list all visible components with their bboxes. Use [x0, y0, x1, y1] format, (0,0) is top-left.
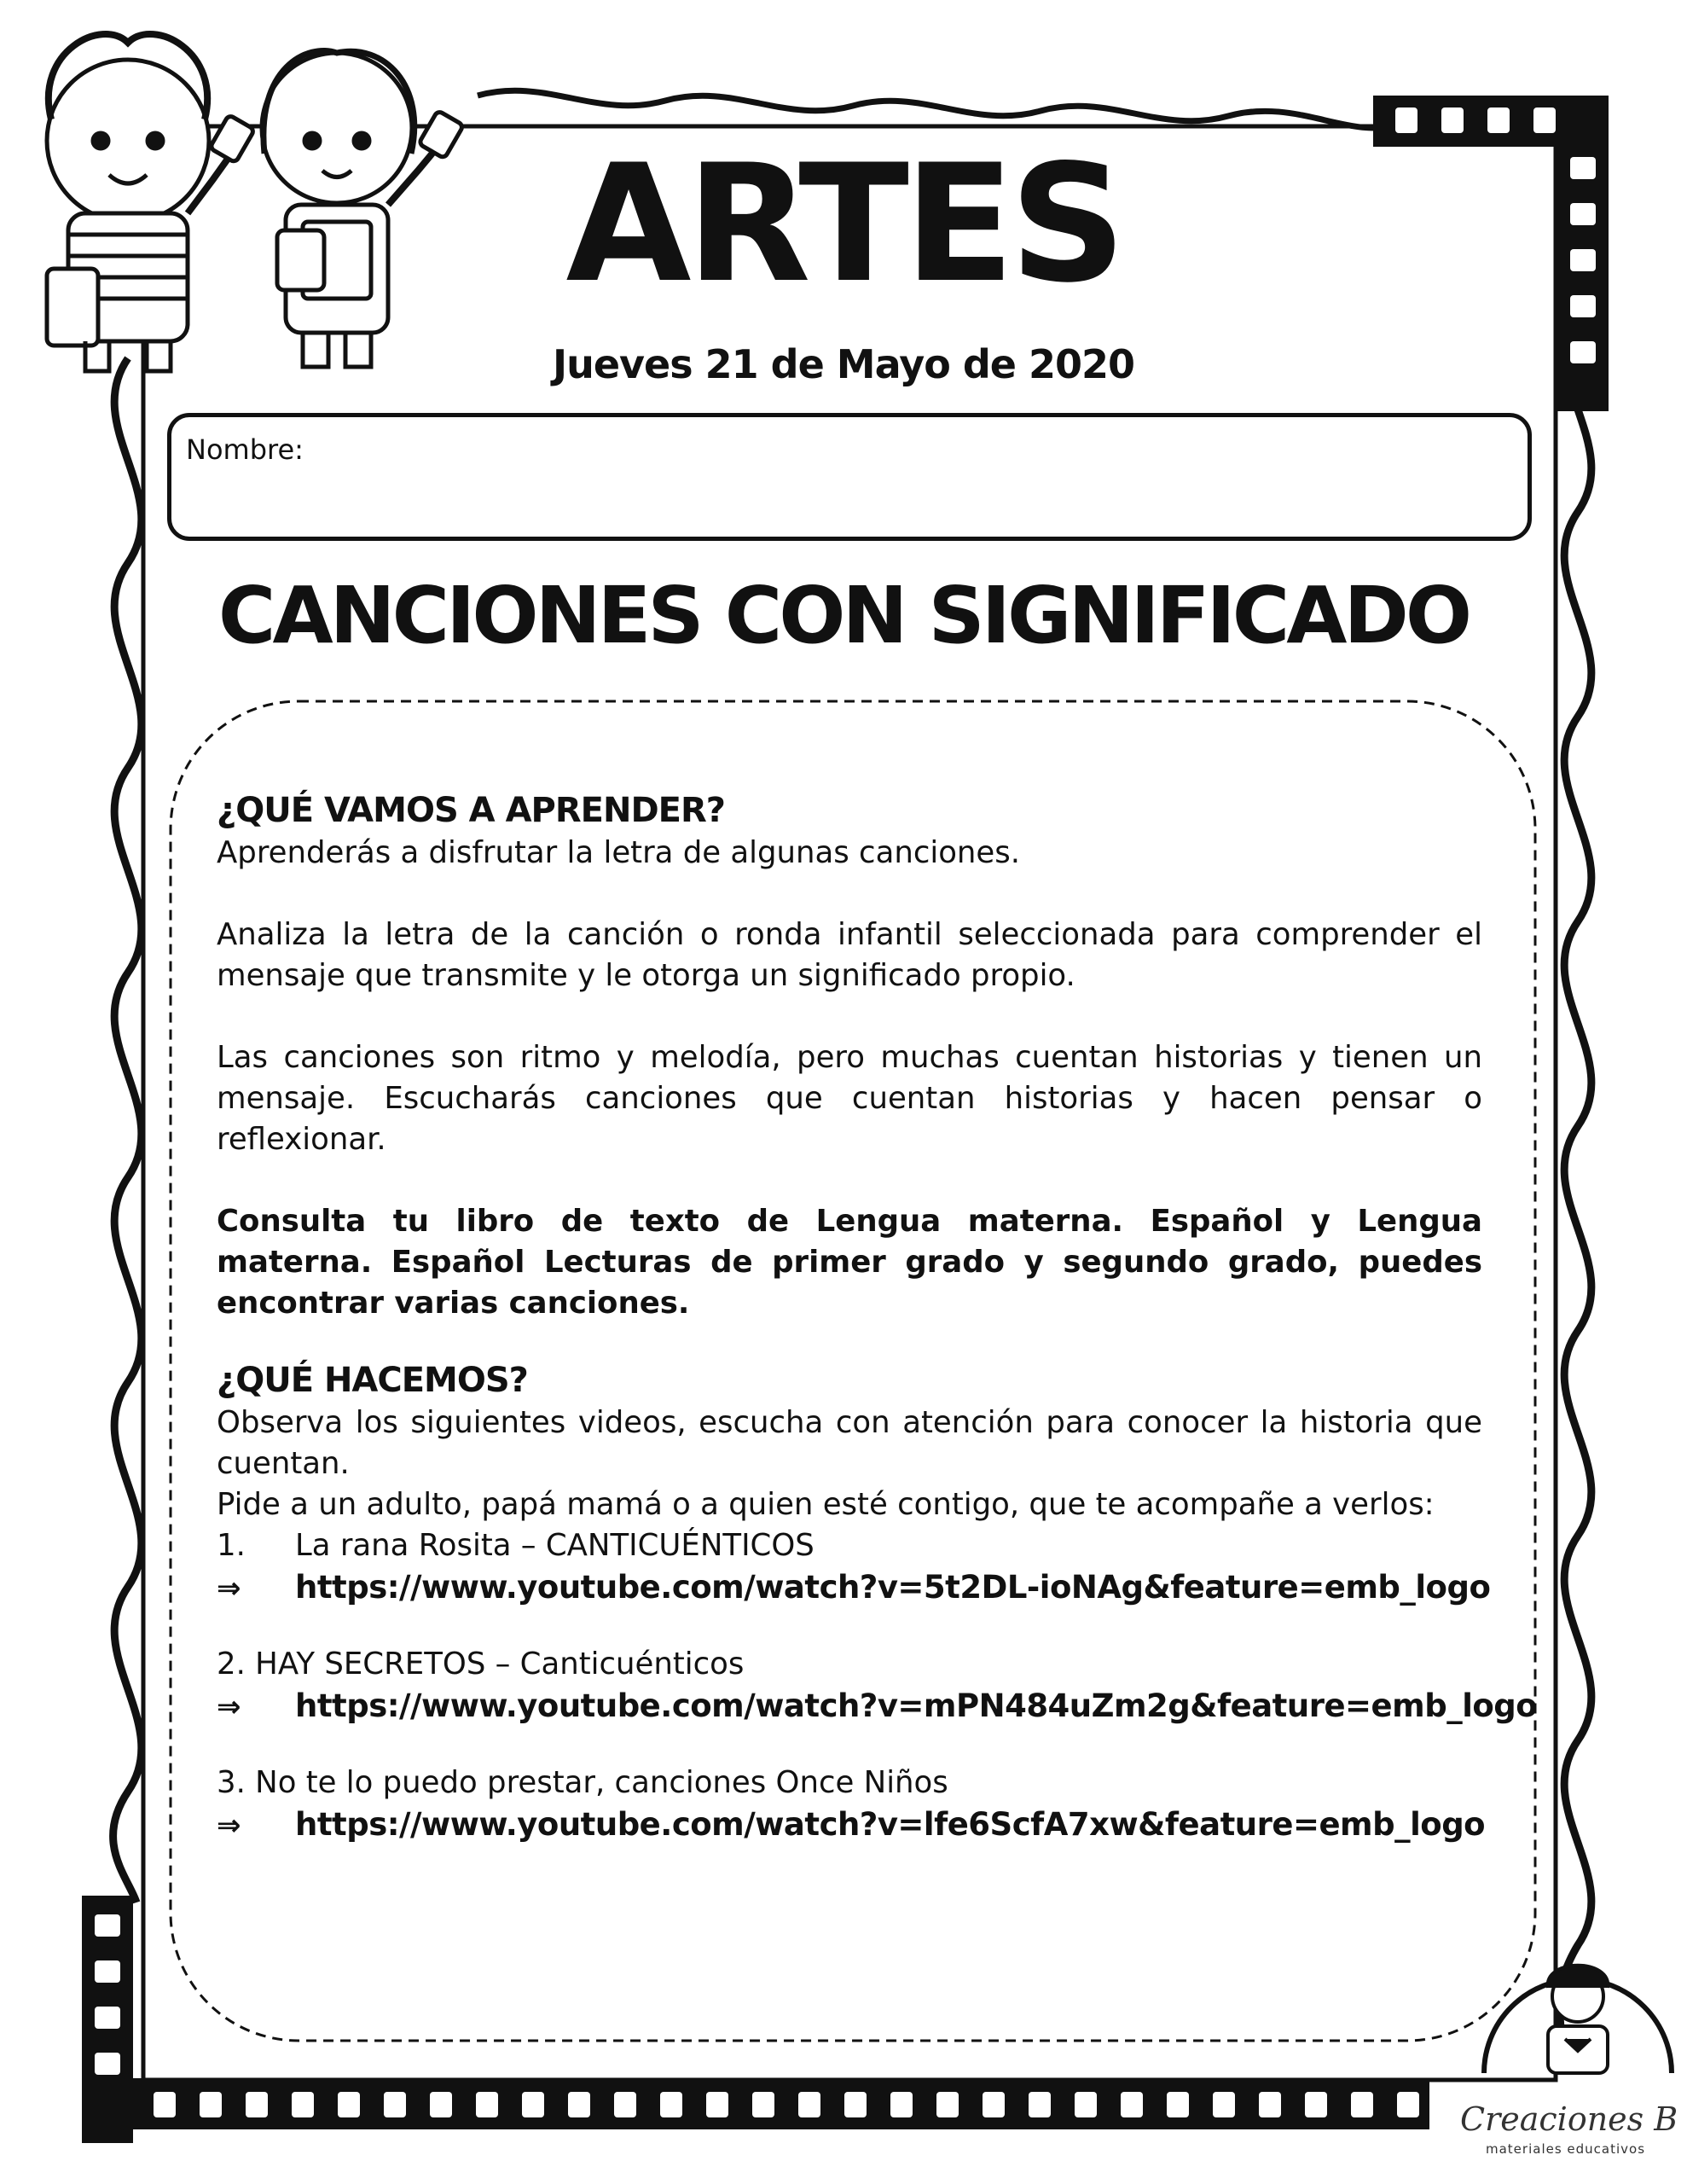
- film-sprocket-hole: [154, 2092, 176, 2117]
- arrow-icon: ⇒: [217, 1571, 241, 1606]
- film-sprocket-hole: [890, 2092, 913, 2117]
- video-list-item: [217, 1644, 1482, 1685]
- video-link[interactable]: https://www.youtube.com/watch?v=lfe6ScfA7xw&feature=emb_logo: [295, 1806, 1486, 1843]
- film-sprocket-hole: [1397, 2092, 1419, 2117]
- film-strip-bottom-left: [82, 1896, 1429, 2143]
- film-sprocket-hole: [706, 2092, 728, 2117]
- film-sprocket-hole: [1305, 2092, 1327, 2117]
- video-list-item: [217, 1763, 1482, 1804]
- paragraph: Pide a un adulto, papá mamá o a quien esté contigo, que te acompañe a verlos:: [217, 1487, 1435, 1522]
- arrow-icon: ⇒: [217, 1690, 241, 1724]
- film-sprocket-hole: [752, 2092, 774, 2117]
- film-sprocket-hole: [1075, 2092, 1097, 2117]
- logo-name: Creaciones B: [1460, 2100, 1678, 2138]
- wavy-top-border: [478, 90, 1399, 128]
- video-link[interactable]: https://www.youtube.com/watch?v=5t2DL-ioNAg&feature=emb_logo: [295, 1569, 1491, 1606]
- video-link-row: [217, 1685, 1538, 1728]
- paragraph: Analiza la letra de la canción o ronda infantil seleccionada para comprender el mensaje que transmite y le otorga un significado propio.: [217, 917, 1482, 993]
- film-sprocket-hole: [660, 2092, 682, 2117]
- film-sprocket-hole: [614, 2092, 636, 2117]
- film-sprocket-hole: [384, 2092, 406, 2117]
- name-field[interactable]: [167, 413, 1532, 541]
- list-number: 1.: [217, 1528, 246, 1563]
- film-sprocket-hole: [338, 2092, 360, 2117]
- video-list-item: [217, 1525, 1482, 1566]
- page-date: Jueves 21 de Mayo de 2020: [553, 341, 1134, 387]
- wavy-right-border: [1559, 307, 1591, 2030]
- paragraph: Observa los siguientes videos, escucha con atención para conocer la historia que cuentan.: [217, 1405, 1482, 1481]
- film-sprocket-hole: [476, 2092, 498, 2117]
- film-sprocket-hole: [1121, 2092, 1143, 2117]
- name-field-label: Nombre:: [186, 433, 304, 466]
- arrow-icon: ⇒: [217, 1809, 241, 1843]
- paragraph: Aprenderás a disfrutar la letra de algunas canciones.: [217, 835, 1021, 870]
- video-link[interactable]: https://www.youtube.com/watch?v=mPN484uZm2g&feature=emb_logo: [295, 1687, 1538, 1724]
- film-sprocket-hole: [246, 2092, 268, 2117]
- film-sprocket-hole: [292, 2092, 314, 2117]
- creaciones-b-logo-icon: [1484, 1966, 1672, 2073]
- film-sprocket-hole: [1029, 2092, 1051, 2117]
- page-title: ARTES: [565, 130, 1122, 318]
- film-sprocket-hole: [1259, 2092, 1281, 2117]
- video-title: 3. No te lo puedo prestar, canciones Once Niños: [217, 1765, 948, 1800]
- video-title: La rana Rosita – CANTICUÉNTICOS: [295, 1528, 815, 1563]
- video-title: 2. HAY SECRETOS – Canticuénticos: [217, 1647, 745, 1682]
- film-sprocket-hole: [798, 2092, 820, 2117]
- film-sprocket-hole: [1213, 2092, 1235, 2117]
- activity-title: CANCIONES CON SIGNIFICADO: [217, 570, 1470, 661]
- section-heading-learn: ¿QUÉ VAMOS A APRENDER?: [217, 791, 725, 830]
- film-sprocket-hole: [936, 2092, 959, 2117]
- film-sprocket-hole: [983, 2092, 1005, 2117]
- film-sprocket-hole: [844, 2092, 867, 2117]
- film-sprocket-hole: [430, 2092, 452, 2117]
- film-sprocket-hole: [568, 2092, 590, 2117]
- textbook-note: Consulta tu libro de texto de Lengua materna. Español y Lengua materna. Español Lecturas de primer grado y segundo grado, puedes encontrar varias canciones.: [217, 1204, 1482, 1321]
- film-sprocket-hole: [1167, 2092, 1189, 2117]
- paragraph: Las canciones son ritmo y melodía, pero muchas cuentan historias y tienen un mensaje. Escucharás canciones que cuentan historias y hacen pensar o reflexionar.: [217, 1040, 1482, 1157]
- film-sprocket-hole: [1351, 2092, 1373, 2117]
- activity-content: [217, 788, 1538, 1847]
- film-sprocket-hole: [522, 2092, 544, 2117]
- film-sprocket-hole: [200, 2092, 222, 2117]
- video-link-row: [217, 1566, 1491, 1610]
- logo-tagline: materiales educativos: [1486, 2141, 1646, 2157]
- video-link-row: [217, 1804, 1486, 1847]
- section-heading-do: ¿QUÉ HACEMOS?: [217, 1361, 528, 1400]
